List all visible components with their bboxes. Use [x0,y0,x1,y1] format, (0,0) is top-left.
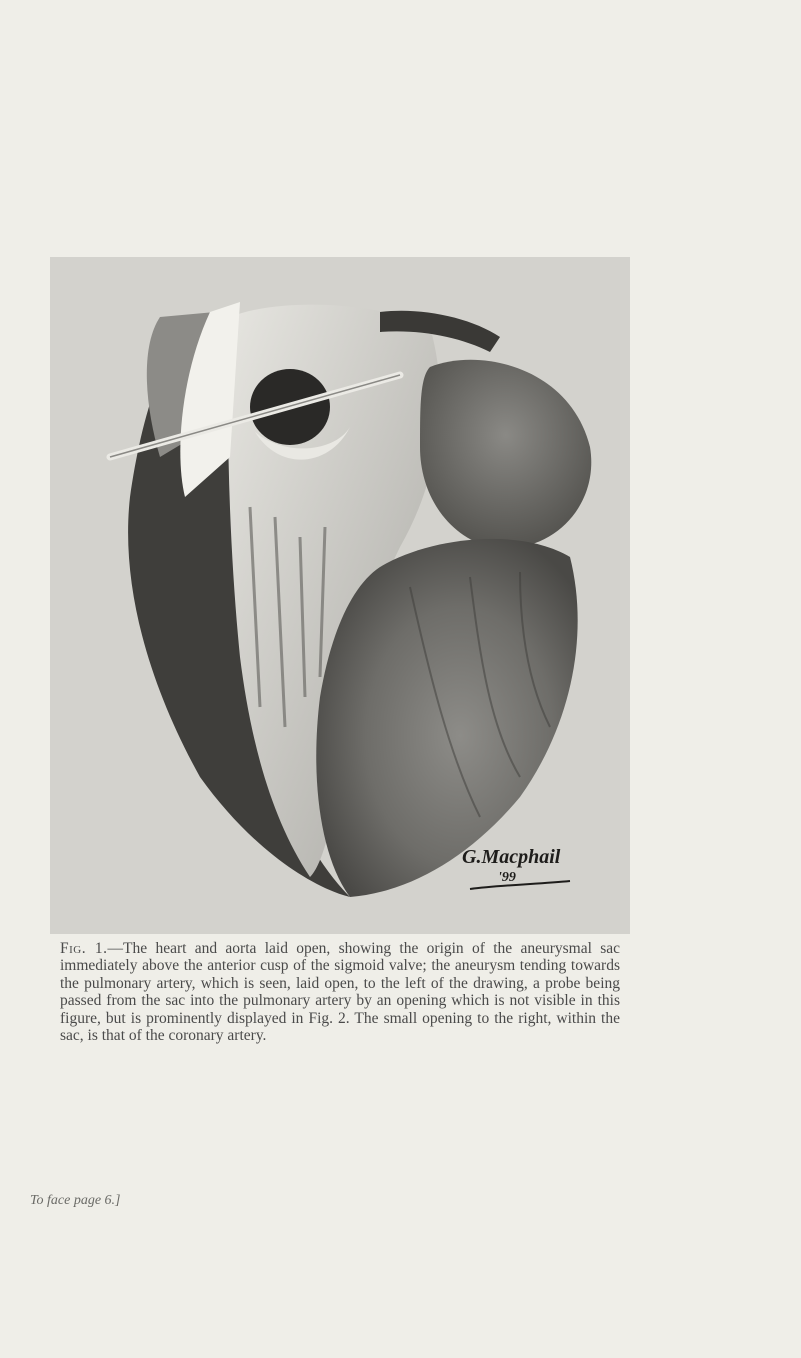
figure-caption [60,940,620,1044]
figure-label: Fig. 1. [60,940,108,957]
heart-illustration-plate [50,257,630,934]
heart-illustration [50,257,630,934]
figure-caption-text: —The heart and aorta laid open, showing the origin of the aneurysmal sac immediately above the anterior cusp of the sigmoid valve; the aneurysm tending towards the pulmonary artery, which is seen, laid open, to the left of the drawing, a probe being passed from the sac into the pulmonary artery by an opening which is not visible in this figure, but is prominently displayed in Fig. 2. The small opening to the right, within the sac, is that of the coronary artery. [60,940,620,1045]
face-page-note: To face page 6.] [30,1193,121,1208]
artist-signature-year: '99 [498,870,516,885]
artist-signature: G.Macphail [462,846,561,868]
